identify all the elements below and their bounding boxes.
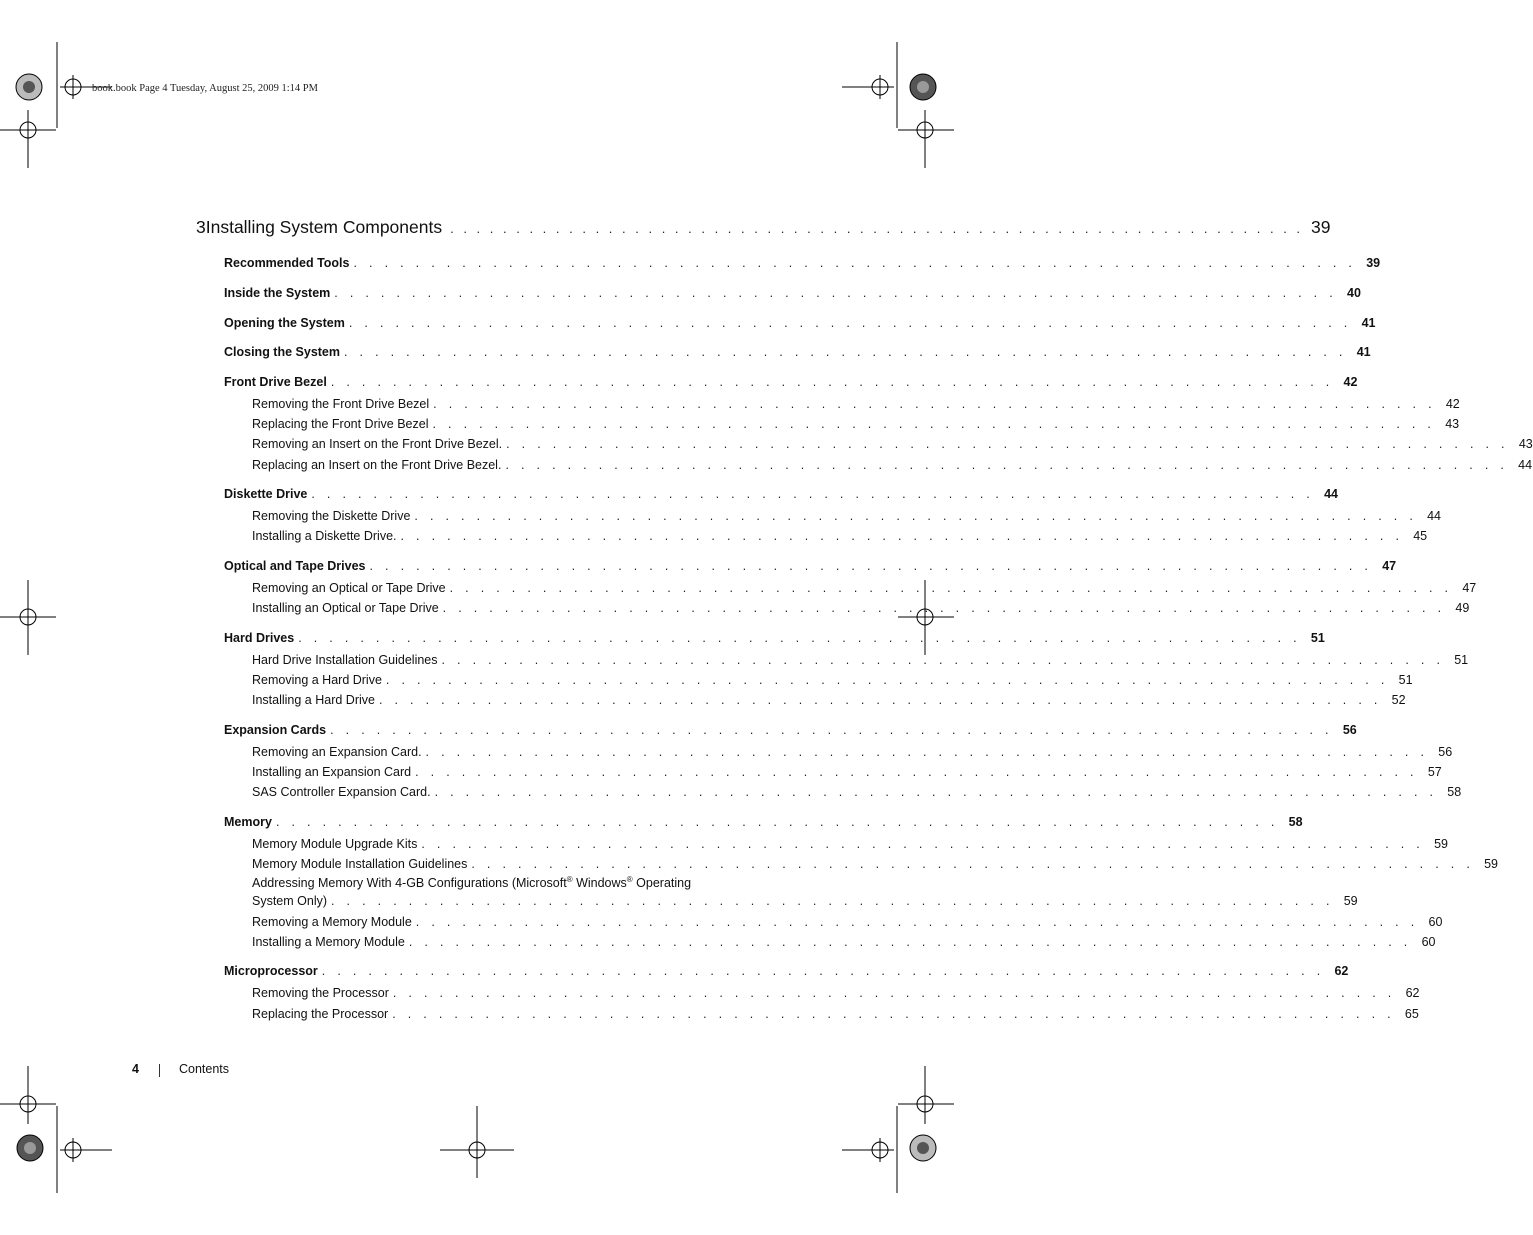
chapter-title: Installing System Components [205,217,443,237]
toc-entry[interactable] [224,343,1371,361]
registered-mark: ® [626,875,633,884]
toc-entry-page: 44 [1427,509,1442,523]
toc-subentry[interactable] [252,415,1460,433]
toc-subentry[interactable] [252,913,1443,931]
chapter-page: 39 [1311,217,1331,237]
toc-entry-title: Replacing the Front Drive Bezel [252,417,429,431]
toc-subentry[interactable] [252,984,1420,1002]
toc-entry-page: 49 [1455,601,1470,615]
toc-entry-page: 41 [1361,316,1376,330]
toc-entry-page: 65 [1404,1007,1419,1021]
memory-config-text-1: Addressing Memory With 4-GB Configurations (Microsoft [252,876,567,890]
toc-entry[interactable] [224,962,1349,980]
toc-entry-title: Removing an Expansion Card. [252,745,422,759]
toc-entry-title: Removing the Diskette Drive [252,509,411,523]
leader-dots: . . . . . . . . . . . . . . . . . . . . . . . . . . . . . . . . . . . . . . . . . . . . . . . . . . . . . . . . . . . . . . . . . [344,345,1347,359]
toc-subentry[interactable] [252,395,1460,413]
toc-entry-page: 41 [1356,345,1371,359]
toc-entry-page: 59 [1343,894,1358,908]
toc-entry-page: 60 [1421,935,1436,949]
toc-subentry[interactable] [252,527,1428,545]
leader-dots: . . . . . . . . . . . . . . . . . . . . . . . . . . . . . . . . . . . . . . . . . . . . . . . . . . . . . . . . . . . . . . . . . [275,815,1279,829]
leader-dots: . . . . . . . . . . . . . . . . . . . . . . . . . . . . . . . . . . . . . . . . . . . . . . . . . . . . . . . . . . . . . . . . . [298,631,1301,645]
toc-subentry[interactable] [252,456,1533,474]
toc-entry-page: 56 [1342,723,1357,737]
toc-entry[interactable] [224,629,1325,647]
toc-entry[interactable] [224,485,1338,503]
toc-entry-title: Recommended Tools [224,256,350,270]
toc-entry-title: Optical and Tape Drives [224,559,366,573]
toc-entry-page: 40 [1347,286,1361,300]
memory-config-text-3: Operating [632,876,692,890]
toc-entry-title: Removing a Hard Drive [252,673,382,687]
toc-entry-page: 47 [1382,559,1397,573]
toc-entry[interactable] [224,254,1381,272]
toc-entry-title: Installing an Expansion Card [252,765,412,779]
toc-entry-title: Inside the System [224,286,331,300]
toc-entry-title: Removing the Front Drive Bezel [252,397,430,411]
toc-entry-page: 39 [1366,256,1381,270]
footer-section-label: Contents [179,1062,230,1076]
toc-entry-page: 43 [1518,437,1533,451]
toc-entry-page: 57 [1427,765,1442,779]
leader-dots: . . . . . . . . . . . . . . . . . . . . . . . . . . . . . . . . . . . . . . . . . . . . . . . . . . . . . . . . . . . . . . . . . [471,857,1475,871]
toc-entry-page: 42 [1445,397,1460,411]
leader-dots: . . . . . . . . . . . . . . . . . . . . . . . . . . . . . . . . . . . . . . . . . . . . . . . . . . . . . . . . . . . . . . . . . [414,509,1418,523]
toc-entry-page: 51 [1398,673,1413,687]
leader-dots: . . . . . . . . . . . . . . . . . . . . . . . . . . . . . . . . . . . . . . . . . . . . . . . . . . . . . . . . . . . . . . . . . [378,693,1382,707]
leader-dots: . . . . . . . . . . . . . . . . . . . . . . . . . . . . . . . . . . . . . . . . . . . . . . . . . . . . . . . . . . . . . . . . . [449,581,1453,595]
leader-dots: . . . . . . . . . . . . . . . . . . . . . . . . . . . . . . . . . . . . . . . . . . . . . . . . . . . . . . . . . . . . . . . . . [415,915,1419,929]
toc-entry[interactable] [224,721,1357,739]
leader-dots: . . . . . . . . . . . . . . . . . . . . . . . . . . . . . . . . . . . . . . . . . . . . . . . . . . . . . . . . . . . . . . . . . [421,837,1425,851]
toc-entry-page: 51 [1310,631,1325,645]
memory-config-text-2: Windows [572,876,627,890]
toc-entry-title: Closing the System [224,345,340,359]
leader-dots: . . . . . . . . . . . . . . . . . . . . . . . . . . . . . . . . . . . . . . . . . . . . . . . . . . . . . . . . . . . . . . . . . [425,745,1429,759]
toc-subentry[interactable] [252,783,1462,801]
toc-entry-title: Installing a Memory Module [252,935,405,949]
leader-dots: . . . . . . . . . . . . . . . . . . . . . . . . . . . . . . . . . . . . . . . . . . . . . . . . . . . . . . . . . . . . . . . . . [434,785,1438,799]
toc-entry[interactable] [224,813,1303,831]
toc-entry-page: 62 [1405,986,1420,1000]
toc-entry-page: 56 [1438,745,1453,759]
footer-divider [159,1064,160,1077]
toc-entry-title: Hard Drive Installation Guidelines [252,653,438,667]
toc-subentry[interactable] [252,435,1533,453]
leader-dots: . . . . . . . . . . . . . . . . . . . . . . . . . . . . . . . . . . . . . . . . . . . . . . . . . . . . . . . . . . . . . . . . . [353,256,1357,270]
toc-entry-title: Removing an Optical or Tape Drive [252,581,446,595]
toc-entry-page: 58 [1447,785,1462,799]
toc-entry-title: Expansion Cards [224,723,327,737]
toc-subentry[interactable] [252,743,1453,761]
leader-dots: . . . . . . . . . . . . . . . . . . . . . . . . . . . . . . . . . . . . . . . . . . . . . . . . . . . . . . . . . . . . . . . . . [441,653,1445,667]
toc-entry[interactable] [224,557,1397,575]
toc-entry-page: 58 [1288,815,1303,829]
leader-dots: . . . . . . . . . . . . . . . . . . . . . . . . . . . . . . . . . . . . . . . . . . . . . . . . . . . . . . . . . . . . . . . . . [442,601,1446,615]
toc-entry-title: SAS Controller Expansion Card. [252,785,431,799]
toc-entry-page: 51 [1454,653,1469,667]
toc-entry[interactable] [224,284,1361,302]
toc-entry-page: 44 [1324,487,1338,501]
toc-entry-title: Memory Module Upgrade Kits [252,837,418,851]
leader-dots: . . . . . . . . . . . . . . . . . . . . . . . . . . . . . . . . . . . . . . . . . . . . . . . . . . . . . . . . . . . . . . . . . [385,673,1389,687]
toc-entry-title: Memory [224,815,272,829]
toc-subentry[interactable] [252,579,1477,597]
toc-subentry[interactable] [252,1005,1419,1023]
toc-entry-title: Front Drive Bezel [224,375,327,389]
toc-entry-page: 45 [1413,529,1428,543]
toc-entry-title: Replacing an Insert on the Front Drive Bezel. [252,458,502,472]
toc-entry-title: Microprocessor [224,964,318,978]
leader-dots: . . . . . . . . . . . . . . . . . . . . . . . . . . . . . . . . . . . . . . . . . . . . . . . . . . . . . . . . . . . . . . . . . [433,397,1436,411]
toc-entry-title: Installing an Optical or Tape Drive [252,601,439,615]
leader-dots: . . . . . . . . . . . . . . . . . . . . . . . . . . . . . . . . . . . . . . . . . . . . . . . . . . . . . . . . . . . . . . . . . [321,964,1325,978]
toc-entry-title: Opening the System [224,316,345,330]
leader-dots: . . . . . . . . . . . . . . . . . . . . . . . . . . . . . . . . . . . . . . . . . . . . . . . . . . . . . . . . . . . . . . . . . [348,316,1352,330]
leader-dots: . . . . . . . . . . . . . . . . . . . . . . . . . . . . . . . . . . . . . . . . . . . . . . . . . . . . . . . . . . . . . . . . . [392,1007,1395,1021]
toc-entry-page: 60 [1428,915,1443,929]
leader-dots: . . . . . . . . . . . . . . . . . . . . . . . . . . . . . . . . . . . . . . . . . . . . . . . . . . . . . . . . . . . . . . . . . [369,559,1373,573]
toc-entry-page: 44 [1518,458,1533,472]
toc-entry-title: Hard Drives [224,631,295,645]
toc-entry-title: Removing the Processor [252,986,389,1000]
toc-entry-page: 62 [1334,964,1349,978]
registered-mark: ® [566,875,573,884]
leader-dots: . . . . . . . . . . . . . . . . . . . . . . . . . . . . . . . . . . . . . . . . . . . . . . . . . . . . . . . . . . . . . . . . . [330,375,1334,389]
toc-entry-title: Installing a Hard Drive [252,693,375,707]
toc-entry-title: Removing an Insert on the Front Drive Bezel. [252,437,503,451]
toc-subentry[interactable] [252,671,1413,689]
toc-subentry[interactable] [252,651,1469,669]
toc-entry-page: 47 [1462,581,1477,595]
leader-dots: . . . . . . . . . . . . . . . . . . . . . . . . . . . . . . . . . . . . . . . . . . . . . . . . . . . . . . . . . . . . . . . . . [415,765,1418,779]
toc-entry-page: 59 [1484,857,1498,871]
toc-entry-title: Installing a Diskette Drive. [252,529,397,543]
leader-dots: . . . . . . . . . . . . . . . . . . . . . . . . . . . . . . . . . . . . . . . . . . . . . . . . . . . . . . . . . . . . . . . . . [331,894,1334,908]
toc-entry-page: 59 [1434,837,1448,851]
toc-subentry[interactable] [252,835,1448,853]
toc-entry-title: Diskette Drive [224,487,308,501]
leader-dots: . . . . . . . . . . . . . . . . . . . . . . . . . . . . . . . . . . . . . . . . . . . . . . . . . . . . . . . . . . . . . . . . . [330,723,1333,737]
toc-entry-title: Replacing the Processor [252,1007,389,1021]
toc-subentry[interactable] [252,691,1406,709]
toc-entry-page: 52 [1391,693,1406,707]
leader-dots: . . . . . . . . . . . . . . . . . . . . . . . . . . . . . . . . . . . . . . . . . . . . . . . . . . . . . . . . . . . . . . . . . [432,417,1436,431]
footer-page-number: 4 [132,1062,139,1076]
toc-entry-title: Memory Module Installation Guidelines [252,857,468,871]
leader-dots: . . . . . . . . . . . . . . . . . . . . . . . . . . . . . . . . . . . . . . . . . . . . . . . . . . . . . . . . . . . . . . . . . [450,221,1304,236]
toc-entry-page: 43 [1445,417,1460,431]
toc-entry-title: Removing a Memory Module [252,915,412,929]
toc-entry[interactable] [224,314,1376,332]
chapter-heading[interactable] [196,217,1331,243]
toc-subentry[interactable] [252,599,1470,617]
leader-dots: . . . . . . . . . . . . . . . . . . . . . . . . . . . . . . . . . . . . . . . . . . . . . . . . . . . . . . . . . . . . . . . . . [505,458,1509,472]
toc-entry-title: System Only) [252,894,328,908]
leader-dots: . . . . . . . . . . . . . . . . . . . . . . . . . . . . . . . . . . . . . . . . . . . . . . . . . . . . . . . . . . . . . . . . . [392,986,1396,1000]
toc-entry[interactable] [224,373,1358,391]
leader-dots: . . . . . . . . . . . . . . . . . . . . . . . . . . . . . . . . . . . . . . . . . . . . . . . . . . . . . . . . . . . . . . . . . [408,935,1412,949]
toc-subentry-wrapped-line[interactable] [252,874,691,892]
print-header-stamp: book.book Page 4 Tuesday, August 25, 2009 1:14 PM [92,83,318,94]
leader-dots: . . . . . . . . . . . . . . . . . . . . . . . . . . . . . . . . . . . . . . . . . . . . . . . . . . . . . . . . . . . . . . . . . [311,487,1315,501]
toc-entry-page: 42 [1343,375,1358,389]
chapter-number: 3 [196,217,206,237]
toc-subentry[interactable] [252,933,1436,951]
leader-dots: . . . . . . . . . . . . . . . . . . . . . . . . . . . . . . . . . . . . . . . . . . . . . . . . . . . . . . . . . . . . . . . . . [334,286,1337,300]
toc-subentry[interactable] [252,507,1442,525]
toc-subentry[interactable] [252,763,1442,781]
toc-subentry[interactable] [252,855,1498,873]
leader-dots: . . . . . . . . . . . . . . . . . . . . . . . . . . . . . . . . . . . . . . . . . . . . . . . . . . . . . . . . . . . . . . . . . [400,529,1404,543]
toc-subentry[interactable] [252,892,1358,910]
leader-dots: . . . . . . . . . . . . . . . . . . . . . . . . . . . . . . . . . . . . . . . . . . . . . . . . . . . . . . . . . . . . . . . . . [506,437,1509,451]
